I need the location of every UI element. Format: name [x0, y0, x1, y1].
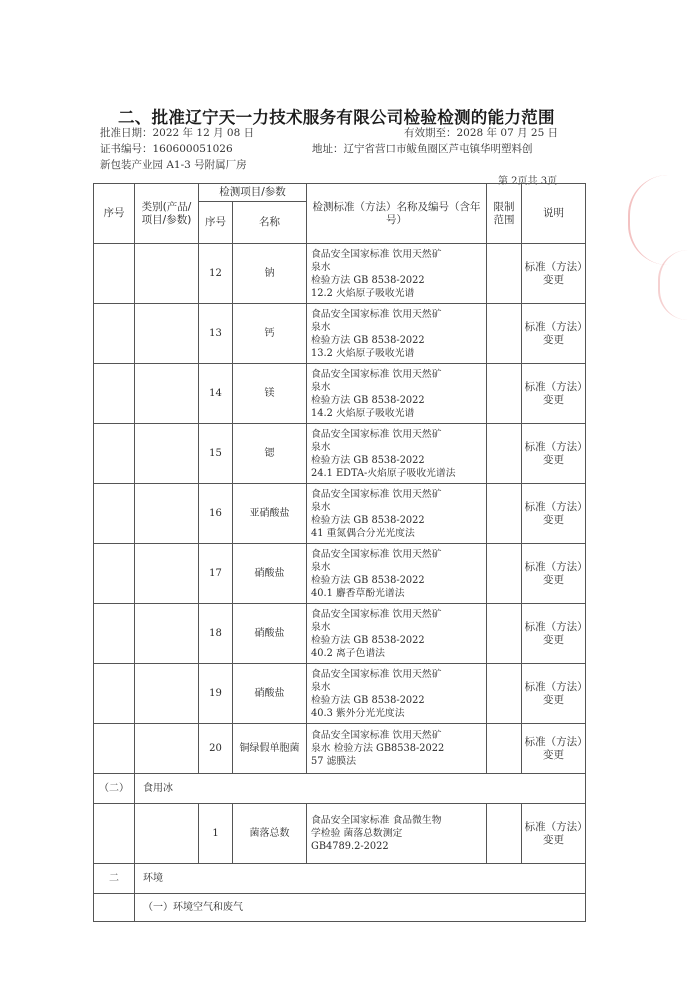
std-line: 14.2 火焰原子吸收光谱 [311, 407, 415, 419]
std-line: 泉水 [311, 441, 331, 453]
item-standard [307, 544, 487, 604]
std-line: 40.3 紫外分光光度法 [311, 707, 405, 719]
item-remark: 标准（方法）变更 [522, 664, 586, 724]
red-seal-stamp [658, 250, 700, 320]
item-remark: 标准（方法）变更 [522, 724, 586, 774]
std-line: 食品安全国家标准 饮用天然矿 [311, 548, 442, 560]
col-test-item: 检测项目/参数 [199, 184, 307, 202]
item-no: 17 [199, 544, 233, 604]
std-line: 泉水 [311, 321, 331, 333]
item-remark: 标准（方法）变更 [522, 484, 586, 544]
item-standard [307, 304, 487, 364]
item-no: 1 [199, 804, 233, 864]
item-no: 12 [199, 244, 233, 304]
subsection-name: （一）环境空气和废气 [135, 894, 586, 922]
col-remark: 说明 [522, 184, 586, 244]
std-line: 泉水 [311, 561, 331, 573]
item-name: 钙 [233, 304, 307, 364]
item-no: 15 [199, 424, 233, 484]
section-name: 食用冰 [135, 774, 586, 804]
std-line: GB4789.2-2022 [311, 841, 389, 852]
table-row [94, 604, 586, 664]
item-no: 18 [199, 604, 233, 664]
table-row [94, 304, 586, 364]
std-line: 24.1 EDTA-火焰原子吸收光谱法 [311, 467, 456, 479]
valid-until: 有效期至：2028 年 07 月 25 日 [404, 127, 559, 139]
std-line: 泉水 [311, 501, 331, 513]
std-line: 检验方法 GB 8538-2022 [311, 574, 425, 586]
item-no: 20 [199, 724, 233, 774]
item-no: 19 [199, 664, 233, 724]
std-line: 检验方法 GB 8538-2022 [311, 634, 425, 646]
std-line: 食品安全国家标准 饮用天然矿 [311, 488, 442, 500]
col-item-name: 名称 [233, 202, 307, 244]
item-remark: 标准（方法）变更 [522, 804, 586, 864]
item-no: 13 [199, 304, 233, 364]
item-standard [307, 484, 487, 544]
item-no: 14 [199, 364, 233, 424]
section-name: 环境 [135, 864, 586, 894]
std-line: 57 滤膜法 [311, 756, 356, 767]
page-info: 第 2页共 3页 [498, 176, 558, 187]
std-line: 泉水 [311, 621, 331, 633]
approval-date: 批准日期：2022 年 12 月 08 日 [100, 127, 255, 139]
item-no: 16 [199, 484, 233, 544]
table-row [94, 424, 586, 484]
item-name: 钠 [233, 244, 307, 304]
std-line: 泉水 [311, 261, 331, 273]
certificate-number: 证书编号：160600051026 [100, 143, 233, 155]
item-name: 亚硝酸盐 [233, 484, 307, 544]
item-standard [307, 244, 487, 304]
item-remark: 标准（方法）变更 [522, 604, 586, 664]
col-limit: 限制范围 [487, 184, 522, 244]
std-line: 13.2 火焰原子吸收光谱 [311, 347, 415, 359]
table-row [94, 544, 586, 604]
std-line: 食品安全国家标准 饮用天然矿 [311, 730, 442, 741]
std-line: 40.2 离子色谱法 [311, 647, 385, 659]
std-line: 泉水 [311, 681, 331, 693]
col-standard: 检测标准（方法）名称及编号（含年号） [307, 184, 487, 244]
table-row [94, 364, 586, 424]
col-serial: 序号 [94, 184, 135, 244]
item-name: 硝酸盐 [233, 544, 307, 604]
std-line: 检验方法 GB 8538-2022 [311, 514, 425, 526]
std-line: 食品安全国家标准 饮用天然矿 [311, 608, 442, 620]
std-line: 食品安全国家标准 食品微生物 [311, 815, 442, 826]
std-line: 食品安全国家标准 饮用天然矿 [311, 368, 442, 380]
std-line: 学检验 菌落总数测定 [311, 828, 403, 839]
item-remark: 标准（方法）变更 [522, 304, 586, 364]
scope-table [93, 183, 586, 922]
std-line: 检验方法 GB 8538-2022 [311, 394, 425, 406]
item-standard [307, 604, 487, 664]
std-line: 泉水 检验方法 GB8538-2022 [311, 743, 445, 754]
item-remark: 标准（方法）变更 [522, 544, 586, 604]
section-serial: （二） [94, 774, 135, 804]
page-title: 二、批准辽宁天一力技术服务有限公司检验检测的能力范围 [118, 108, 555, 127]
item-remark: 标准（方法）变更 [522, 244, 586, 304]
table-row [94, 724, 586, 774]
std-line: 检验方法 GB 8538-2022 [311, 274, 425, 286]
table-row [94, 484, 586, 544]
item-name: 镁 [233, 364, 307, 424]
item-standard [307, 664, 487, 724]
std-line: 食品安全国家标准 饮用天然矿 [311, 668, 442, 680]
std-line: 12.2 火焰原子吸收光谱 [311, 287, 415, 299]
item-standard [307, 804, 487, 864]
item-remark: 标准（方法）变更 [522, 364, 586, 424]
item-name: 铜绿假单胞菌 [233, 724, 307, 774]
std-line: 检验方法 GB 8538-2022 [311, 694, 425, 706]
item-name: 硝酸盐 [233, 604, 307, 664]
item-standard [307, 364, 487, 424]
item-standard [307, 724, 487, 774]
section-serial: 二 [94, 864, 135, 894]
address: 地址：辽宁省营口市鲅鱼圈区芦屯镇华明塑料创 [312, 143, 533, 155]
table-row [94, 664, 586, 724]
std-line: 食品安全国家标准 饮用天然矿 [311, 248, 442, 260]
item-name: 锶 [233, 424, 307, 484]
std-line: 食品安全国家标准 饮用天然矿 [311, 428, 442, 440]
item-remark: 标准（方法）变更 [522, 424, 586, 484]
table-row [94, 244, 586, 304]
address-continued: 新包装产业园 A1-3 号附属厂房 [100, 159, 247, 171]
std-line: 检验方法 GB 8538-2022 [311, 334, 425, 346]
col-item-no: 序号 [199, 202, 233, 244]
std-line: 41 重氮偶合分光光度法 [311, 527, 415, 539]
item-name: 硝酸盐 [233, 664, 307, 724]
std-line: 食品安全国家标准 饮用天然矿 [311, 308, 442, 320]
item-name: 菌落总数 [233, 804, 307, 864]
item-standard [307, 424, 487, 484]
std-line: 检验方法 GB 8538-2022 [311, 454, 425, 466]
std-line: 泉水 [311, 381, 331, 393]
col-category: 类别(产品/项目/参数) [135, 184, 199, 244]
std-line: 40.1 麝香草酚光谱法 [311, 587, 405, 599]
